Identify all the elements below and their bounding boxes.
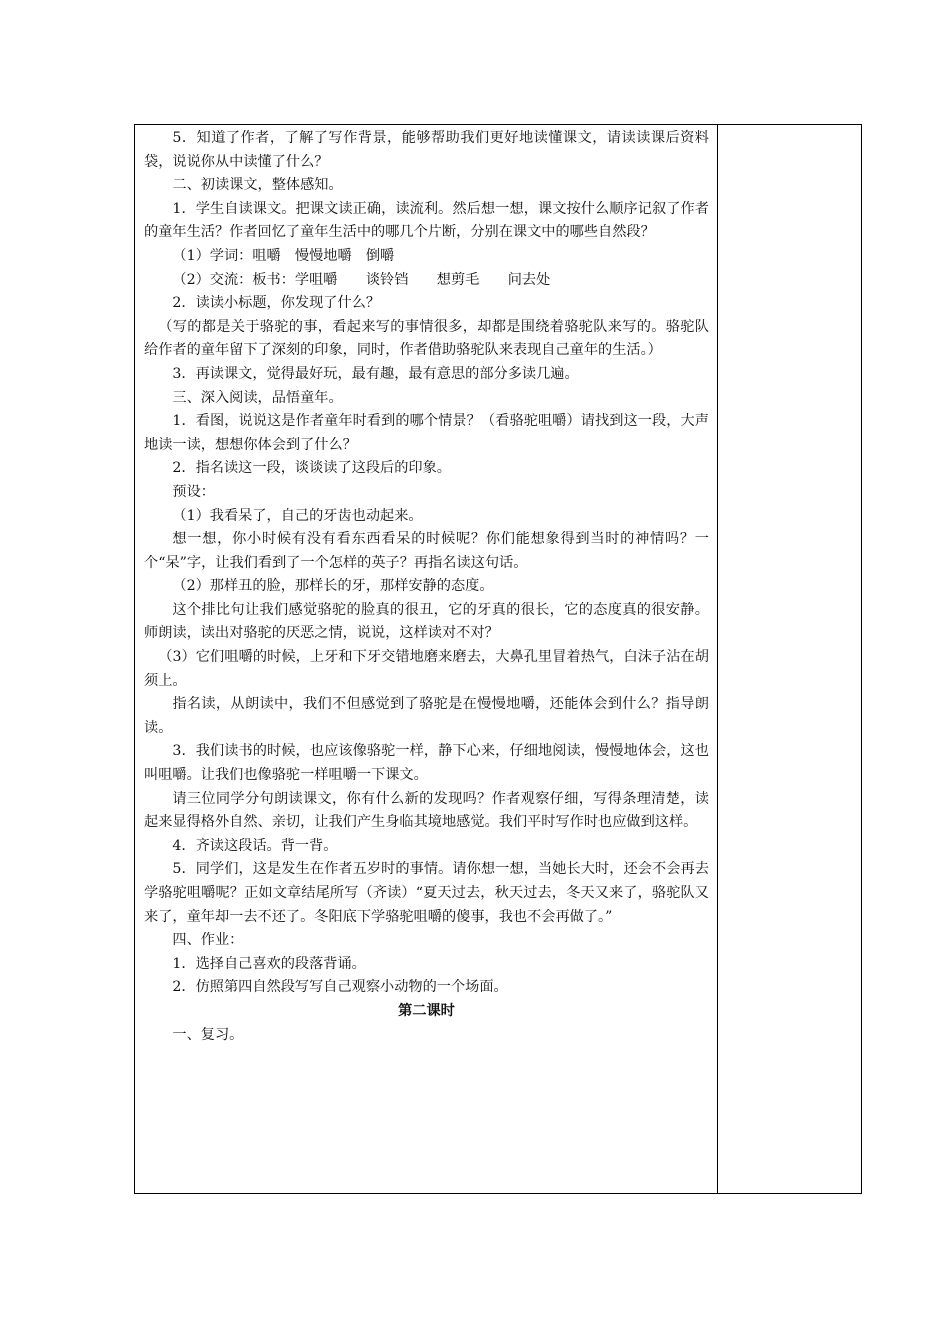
notes-cell: [718, 125, 861, 1193]
lesson-subtitle: 第二课时: [398, 1002, 455, 1019]
lesson-content-cell: [135, 125, 718, 1193]
paragraph: 4．齐读这段话。背一背。: [172, 837, 338, 854]
section-heading: 二、初读课文，整体感知。: [172, 177, 343, 194]
section-heading: 一、复习。: [172, 1026, 244, 1043]
paragraph: 2．指名读这一段，谈谈读了这段后的印象。: [172, 460, 451, 477]
paragraph: 1．选择自己喜欢的段落背诵。: [172, 955, 366, 972]
paragraph: （写的都是关于骆驼的事，看起来写的事情很多，却都是围绕着骆驼队来写的。骆驼队给作者的童年留下了深刻的印象，同时，作者借助骆驼队来表现自己童年的生活。）: [144, 318, 709, 359]
lesson-plan-table: [134, 124, 862, 1194]
paragraph: （2）交流：板书：学咀嚼 谈铃铛 想剪毛 问去处: [172, 271, 551, 288]
paragraph: 5．知道了作者，了解了写作背景，能够帮助我们更好地读懂课文，请读读课后资料袋，说说你从中读懂了什么？: [144, 130, 709, 170]
paragraph: 1．看图，说说这是作者童年时看到的哪个情景？（看骆驼咀嚼）请找到这一段，大声地读一读，想想你体会到了什么？: [144, 413, 709, 453]
paragraph: 1．学生自读课文。把课文读正确，读流利。然后想一想，课文按什么顺序记叙了作者的童年生活？作者回忆了童年生活中的哪几个片断，分别在课文中的哪些自然段？: [144, 200, 709, 241]
paragraph: （3）它们咀嚼的时候，上牙和下牙交错地磨来磨去，大鼻孔里冒着热气，白沫子沾在胡须上。: [144, 649, 709, 689]
section-heading: 四、作业：: [172, 932, 244, 949]
paragraph: 2．读读小标题，你发现了什么？: [172, 295, 381, 312]
paragraph: （1）学词：咀嚼 慢慢地嚼 倒嚼: [172, 247, 395, 264]
paragraph: 这个排比句让我们感觉骆驼的脸真的很丑，它的牙真的很长，它的态度真的很安静。师朗读，读出对骆驼的厌恶之情，说说，这样读对不对？: [144, 601, 709, 642]
paragraph: 3．再读课文，觉得最好玩，最有趣，最有意思的部分多读几遍。: [172, 365, 579, 382]
paragraph: 预设：: [172, 483, 215, 500]
paragraph: 2．仿照第四自然段写写自己观察小动物的一个场面。: [172, 979, 508, 996]
section-heading: 三、深入阅读，品悟童年。: [172, 389, 343, 406]
paragraph: 请三位同学分句朗读课文，你有什么新的发现吗？作者观察仔细，写得条理清楚，读起来显得格外自然、亲切，让我们产生身临其境地感觉。我们平时写作时也应做到这样。: [144, 790, 709, 831]
paragraph: 想一想，你小时候有没有看东西看呆的时候呢？你们能想象得到当时的神情吗？一个“呆”字，让我们看到了一个怎样的英子？再指名读这句话。: [144, 531, 709, 571]
paragraph: 指名读，从朗读中，我们不但感觉到了骆驼是在慢慢地嚼，还能体会到什么？指导朗读。: [144, 696, 709, 736]
paragraph: （2）那样丑的脸，那样长的牙，那样安静的态度。: [172, 578, 494, 595]
paragraph: （1）我看呆了，自己的牙齿也动起来。: [172, 507, 423, 524]
paragraph: 3．我们读书的时候，也应该像骆驼一样，静下心来，仔细地阅读，慢慢地体会，这也叫咀嚼。让我们也像骆驼一样咀嚼一下课文。: [144, 743, 709, 784]
paragraph: 5．同学们，这是发生在作者五岁时的事情。请你想一想，当她长大时，还会不会再去学骆驼咀嚼呢？正如文章结尾所写（齐读）“夏天过去，秋天过去，冬天又来了，骆驼队又来了，童年却一去不还了。冬阳底下学骆驼咀嚼的傻事，我也不会再做了。”: [144, 861, 709, 925]
